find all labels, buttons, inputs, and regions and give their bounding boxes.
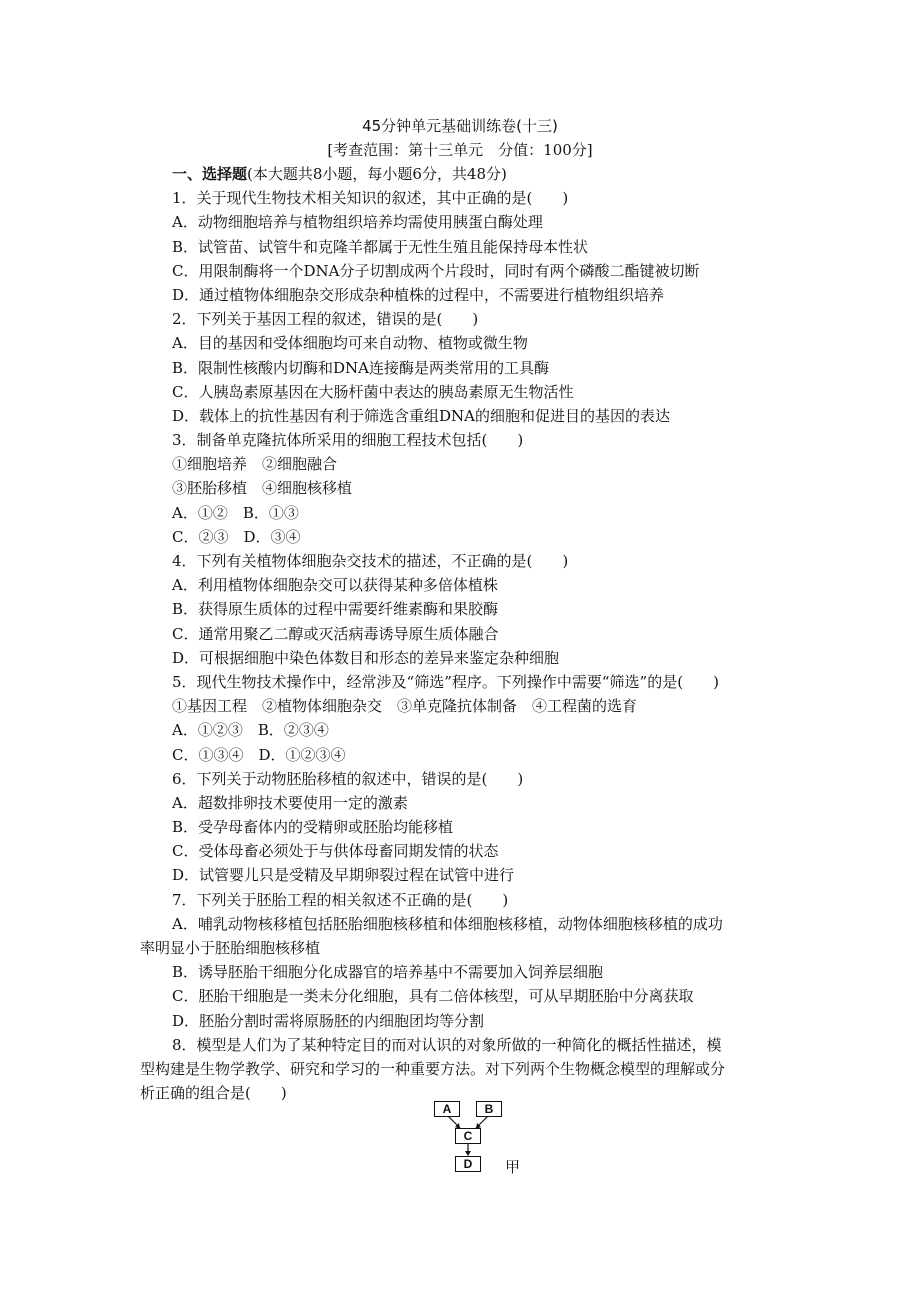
question-8-line2: 型构建是生物学教学、研究和学习的一种重要方法。对下列两个生物概念模型的理解或分 — [140, 1059, 726, 1078]
diagram-box-a: A — [434, 1101, 460, 1117]
question-7-option-d: D．胚胎分割时需将原肠胚的内细胞团均等分割 — [172, 1011, 485, 1030]
question-6-option-d: D．试管婴儿只是受精及早期卵裂过程在试管中进行 — [172, 866, 515, 885]
question-7-option-c: C．胚胎干细胞是一类未分化细胞，具有二倍体核型，可从早期胚胎中分离获取 — [172, 987, 694, 1006]
question-4-stem: 4．下列有关植物体细胞杂交技术的描述，不正确的是( ) — [172, 552, 569, 570]
diagram-caption: 甲 — [505, 1158, 521, 1176]
question-1-option-d: D．通过植物体细胞杂交形成杂种植株的过程中，不需要进行植物组织培养 — [172, 285, 665, 304]
question-1-option-a: A．动物细胞培养与植物组织培养均需使用胰蛋白酶处理 — [172, 213, 543, 232]
question-8-line1: 8．模型是人们为了某种特定目的而对认识的对象所做的一种简化的概括性描述，模 — [172, 1035, 722, 1054]
question-7-option-b: B．诱导胚胎干细胞分化成器官的培养基中不需要加入饲养层细胞 — [172, 963, 604, 982]
question-2-stem: 2．下列关于基因工程的叙述，错误的是( ) — [172, 310, 479, 329]
question-5-options-cd: C．①③④ D．①②③④ — [172, 745, 346, 764]
question-6-option-b: B．受孕母畜体内的受精卵或胚胎均能移植 — [172, 818, 454, 837]
question-6-option-c: C．受体母畜必须处于与供体母畜同期发情的状态 — [172, 842, 499, 861]
exam-scope: [考查范围：第十三单元 分值：100分] — [327, 141, 593, 159]
question-7-option-a-line1: A．哺乳动物核移植包括胚胎细胞核移植和体细胞核移植，动物体细胞核移植的成功 — [172, 914, 723, 933]
question-3-options-cd: C．②③ D．③④ — [172, 527, 301, 546]
section-heading: 一、选择题 — [172, 165, 248, 183]
question-7-stem: 7．下列关于胚胎工程的相关叙述不正确的是( ) — [172, 890, 509, 909]
question-2-option-b: B．限制性核酸内切酶和DNA连接酶是两类常用的工具酶 — [172, 358, 550, 377]
question-3-items-1: ①细胞培养 ②细胞融合 — [172, 455, 338, 474]
question-4-option-d: D．可根据细胞中染色体数目和形态的差异来鉴定杂种细胞 — [172, 648, 560, 667]
question-4-option-a: A．利用植物体细胞杂交可以获得某种多倍体植株 — [172, 576, 498, 595]
question-3-options-ab: A．①② B．①③ — [172, 503, 299, 522]
page-title: 45分钟单元基础训练卷(十三) — [362, 117, 558, 135]
question-body — [140, 162, 800, 1105]
diagram-box-d: D — [455, 1156, 481, 1172]
question-8-line3: 析正确的组合是( ) — [140, 1084, 287, 1103]
question-2-option-a: A．目的基因和受体细胞均可来自动物、植物或微生物 — [172, 334, 528, 353]
question-5-stem: 5．现代生物技术操作中，经常涉及“筛选”程序。下列操作中需要“筛选”的是( ) — [172, 672, 719, 691]
question-6-option-a: A．超数排卵技术要使用一定的激素 — [172, 793, 408, 812]
question-6-stem: 6．下列关于动物胚胎移植的叙述中，错误的是( ) — [172, 769, 524, 788]
section-note: (本大题共8小题，每小题6分，共48分) — [247, 165, 507, 183]
question-7-option-a-line2: 率明显小于胚胎细胞核移植 — [140, 939, 321, 957]
question-1-stem: 1．关于现代生物技术相关知识的叙述，其中正确的是( ) — [172, 189, 569, 208]
diagram-box-c: C — [455, 1128, 481, 1144]
question-3-items-2: ③胚胎移植 ④细胞核移植 — [172, 479, 353, 498]
question-1-option-c: C．用限制酶将一个DNA分子切割成两个片段时，同时有两个磷酸二酯键被切断 — [172, 261, 700, 280]
question-4-option-c: C．通常用聚乙二醇或灭活病毒诱导原生质体融合 — [172, 624, 499, 643]
question-1-option-b: B．试管苗、试管牛和克隆羊都属于无性生殖且能保持母本性状 — [172, 237, 589, 256]
question-3-stem: 3．制备单克隆抗体所采用的细胞工程技术包括( ) — [172, 431, 524, 450]
section-heading-line — [140, 162, 800, 186]
question-5-options-ab: A．①②③ B．②③④ — [172, 721, 329, 740]
question-4-option-b: B．获得原生质体的过程中需要纤维素酶和果胶酶 — [172, 600, 499, 619]
diagram-box-b: B — [476, 1101, 502, 1117]
question-2-option-d: D．载体上的抗性基因有利于筛选含重组DNA的细胞和促进目的基因的表达 — [172, 406, 671, 425]
question-2-option-c: C．人胰岛素原基因在大肠杆菌中表达的胰岛素原无生物活性 — [172, 382, 574, 401]
question-5-items: ①基因工程 ②植物体细胞杂交 ③单克隆抗体制备 ④工程菌的选育 — [172, 697, 638, 716]
